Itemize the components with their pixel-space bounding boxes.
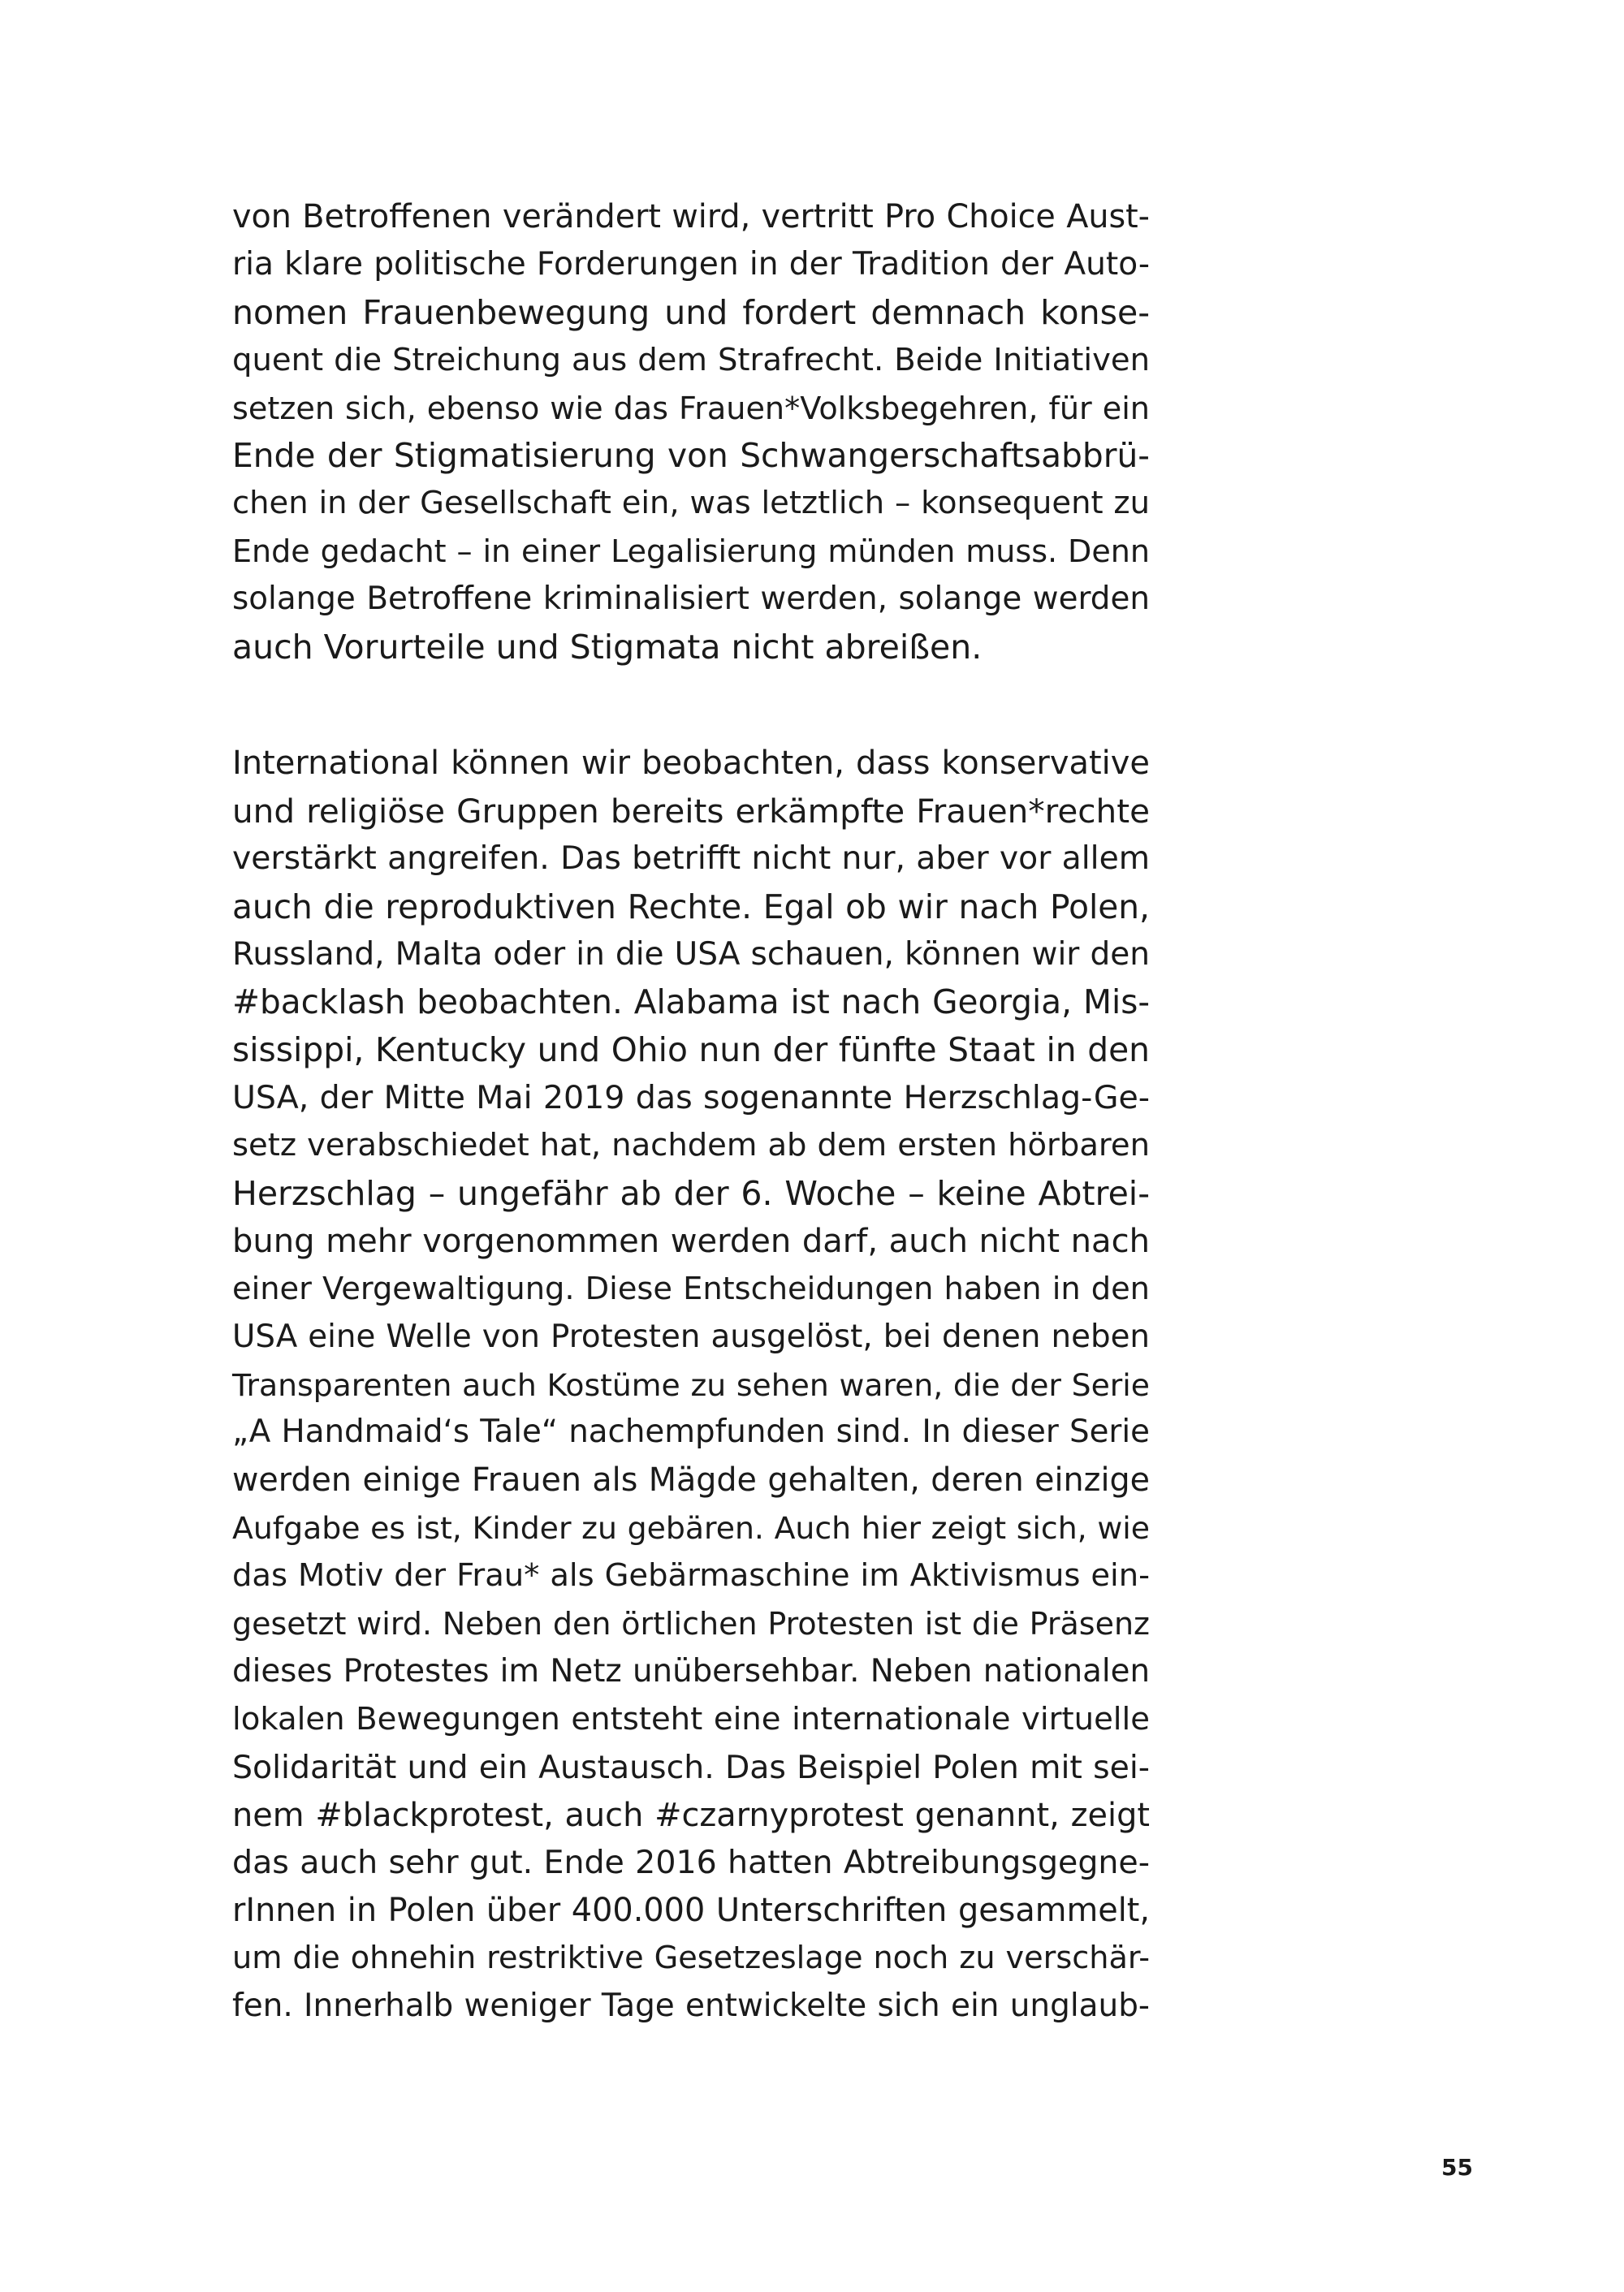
text-line: gesetzt wird. Neben den örtlichen Protesten ist die Präsenz [232, 1606, 1150, 1642]
page-number: 55 [1441, 2154, 1473, 2181]
text-line: #backlash beobachten. Alabama ist nach Georgia, Mis- [232, 982, 1150, 1022]
text-line: auch die reproduktiven Rechte. Egal ob wir nach Polen, [232, 887, 1150, 926]
text-line: auch Vorurteile und Stigmata nicht abreißen. [232, 628, 983, 667]
text-line: Russland, Malta oder in die USA schauen, können wir den [232, 935, 1150, 973]
text-line: Transparenten auch Kostüme zu sehen waren, die der Serie [232, 1366, 1150, 1403]
text-line: dieses Protestes im Netz unübersehbar. Neben nationalen [232, 1652, 1150, 1690]
text-line: verstärkt angreifen. Das betrifft nicht nur, aber vor allem [232, 840, 1150, 877]
text-line: setzen sich, ebenso wie das Frauen*Volksbegehren, für ein [232, 390, 1150, 426]
text-line: quent die Streichung aus dem Strafrecht. Beide Initiativen [232, 341, 1150, 378]
text-line: Ende gedacht – in einer Legalisierung münden muss. Denn [232, 533, 1150, 570]
text-line: das auch sehr gut. Ende 2016 hatten Abtreibungsgegne- [232, 1844, 1150, 1882]
text-line: USA eine Welle von Protesten ausgelöst, bei denen neben [232, 1318, 1150, 1355]
paragraph-1 [232, 193, 1150, 671]
text-line: nomen Frauenbewegung und fordert demnach konse- [232, 292, 1150, 332]
text-line: um die ohnehin restriktive Gesetzeslage noch zu verschär- [232, 1940, 1150, 1977]
text-line: werden einige Frauen als Mägde gehalten, deren einzige [232, 1461, 1150, 1500]
text-line: sissippi, Kentucky und Ohio nun der fünfte Staat in den [232, 1030, 1150, 1070]
text-line: ria klare politische Forderungen in der Tradition der Auto- [232, 245, 1150, 283]
text-line: Solidarität und ein Austausch. Das Beispiel Polen mit sei- [232, 1748, 1150, 1786]
paragraph-2 [232, 740, 1150, 2031]
text-line: einer Vergewaltigung. Diese Entscheidungen haben in den [232, 1270, 1150, 1307]
text-line: rInnen in Polen über 400.000 Unterschriften gesammelt, [232, 1892, 1150, 1930]
text-line: fen. Innerhalb weniger Tage entwickelte sich ein unglaub- [232, 1988, 1150, 2025]
text-line: setz verabschiedet hat, nachdem ab dem ersten hörbaren [232, 1127, 1150, 1164]
text-line: chen in der Gesellschaft ein, was letztlich – konsequent zu [232, 485, 1150, 522]
text-line: International können wir beobachten, dass konservative [232, 745, 1150, 782]
text-line: bung mehr vorgenommen werden darf, auch nicht nach [232, 1222, 1150, 1260]
text-line: und religiöse Gruppen bereits erkämpfte Frauen*rechte [232, 791, 1150, 831]
text-line: lokalen Bewegungen entsteht eine internationale virtuelle [232, 1700, 1150, 1737]
text-line: Aufgabe es ist, Kinder zu gebären. Auch hier zeigt sich, wie [232, 1510, 1150, 1547]
text-line: Ende der Stigmatisierung von Schwangerschaftsabbrü- [232, 436, 1150, 476]
text-line: von Betroffenen verändert wird, vertritt Pro Choice Aust- [232, 198, 1150, 235]
text-line: USA, der Mitte Mai 2019 das sogenannte Herzschlag-Ge- [232, 1079, 1150, 1117]
text-line: das Motiv der Frau* als Gebärmaschine im Aktivismus ein- [232, 1557, 1150, 1595]
text-line: „A Handmaid‘s Tale“ nachempfunden sind. In dieser Serie [232, 1414, 1150, 1451]
text-line: solange Betroffene kriminalisiert werden, solange werden [232, 581, 1150, 618]
text-line: Herzschlag – ungefähr ab der 6. Woche – keine Abtrei- [232, 1174, 1150, 1214]
text-line: nem #blackprotest, auch #czarnyprotest genannt, zeigt [232, 1796, 1150, 1834]
